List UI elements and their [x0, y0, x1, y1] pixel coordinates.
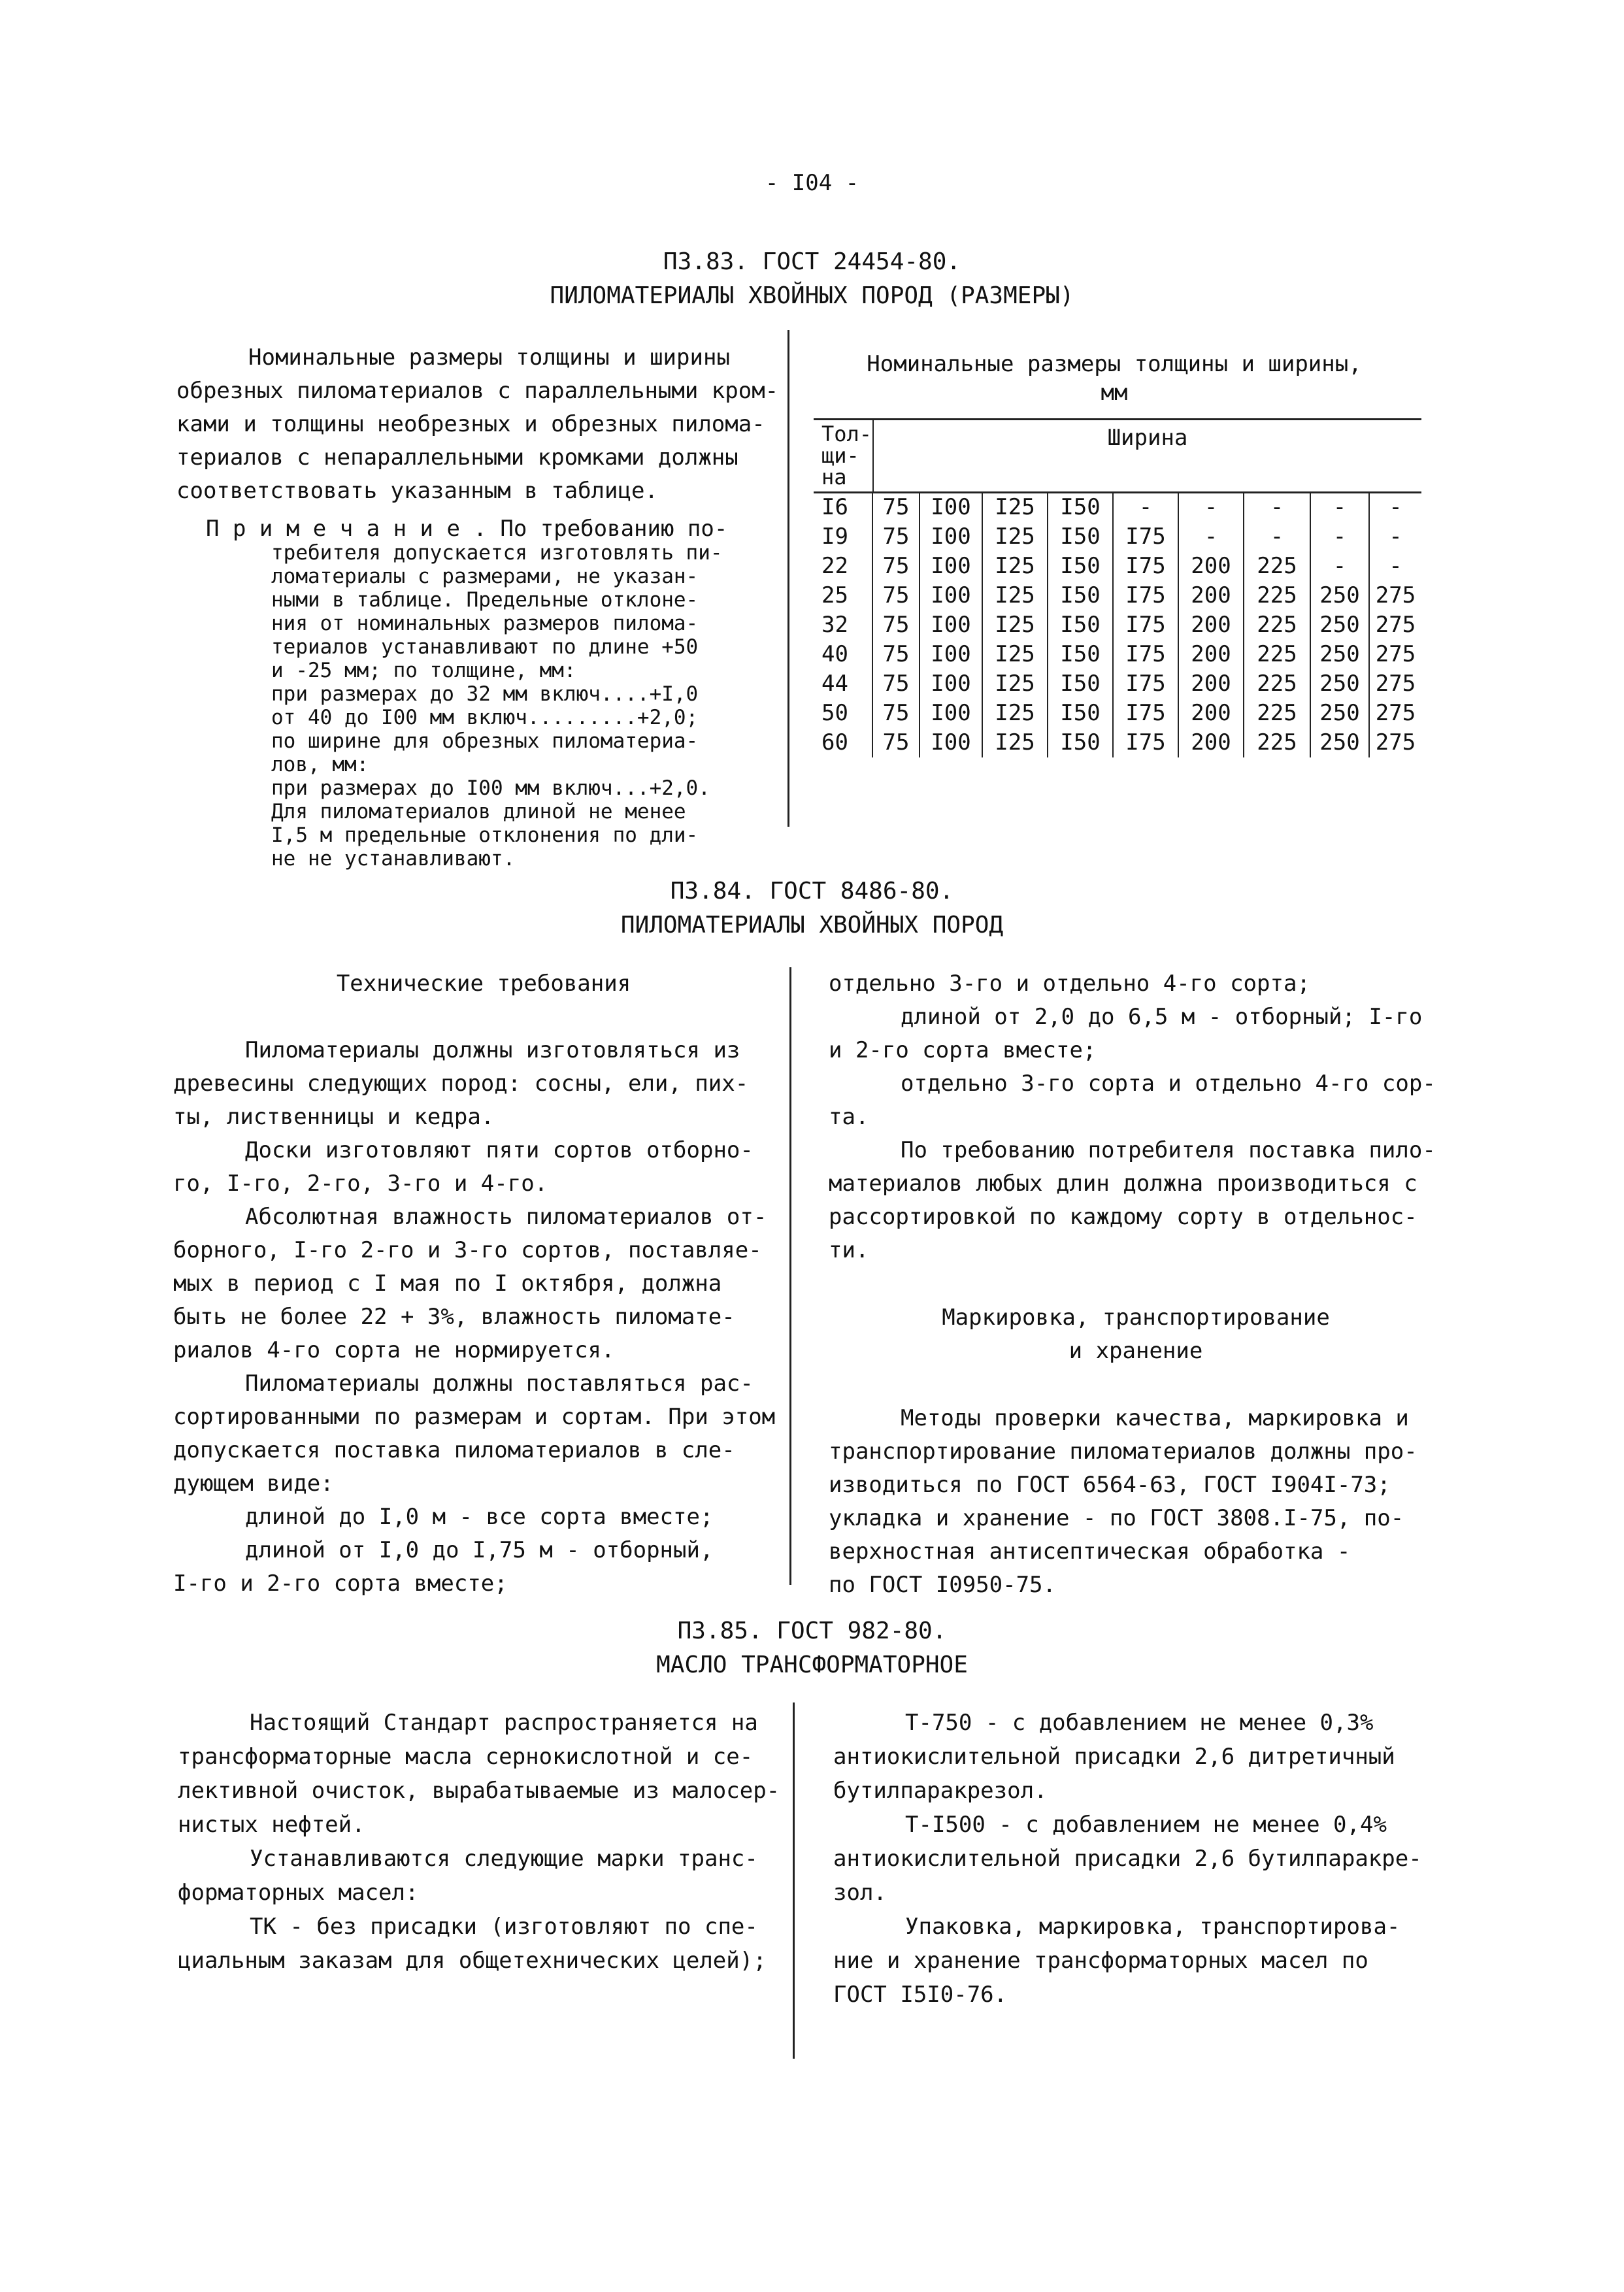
right-heading: Маркировка, транспортирование	[942, 1304, 1330, 1331]
note-line: териалов устанавливают по длине +50	[271, 635, 699, 659]
thickness-cell: 60	[821, 729, 848, 756]
note-line: по ширине для обрезных пиломатериа-	[271, 729, 699, 753]
table-row	[814, 669, 1421, 699]
width-cell: I00	[920, 699, 982, 728]
text-line: циальным заказам для общетехнических целей);	[178, 1948, 767, 1974]
left-heading: Технические требования	[336, 971, 631, 997]
width-cell: I50	[1048, 493, 1113, 522]
width-cell: I50	[1048, 669, 1113, 699]
text-line: ние и хранение трансформаторных масел по	[833, 1948, 1368, 1974]
section-85-title: П3.85. ГОСТ 982-80.	[677, 1618, 947, 1644]
width-cell: -	[1310, 493, 1369, 522]
header-part: на	[821, 465, 847, 490]
width-cell: I25	[982, 699, 1048, 728]
table-header-thickness	[814, 424, 880, 488]
left-paragraphs	[178, 1706, 795, 1978]
right-heading-line2: и хранение	[1069, 1338, 1203, 1364]
text-line: Доски изготовляют пяти сортов отборно-	[245, 1137, 754, 1163]
text-line: Упаковка, маркировка, транспортирова-	[905, 1914, 1400, 1940]
width-cell: 225	[1244, 699, 1310, 728]
text-line: длиной до I,0 м - все сорта вместе;	[245, 1504, 714, 1530]
left-paragraphs	[173, 1034, 794, 1601]
text-line: I-го и 2-го сорта вместе;	[173, 1570, 508, 1597]
width-cell: 200	[1178, 610, 1244, 640]
header-part: Тол-	[821, 422, 872, 446]
table-caption-unit: мм	[1101, 380, 1128, 406]
text-line: зол.	[833, 1880, 887, 1906]
table-row	[814, 640, 1421, 669]
width-cell: 200	[1178, 640, 1244, 669]
text-line: по ГОСТ I0950-75.	[829, 1572, 1056, 1598]
width-cell: 75	[872, 552, 920, 581]
thickness-cell: 50	[821, 700, 848, 726]
width-cell: I50	[1048, 699, 1113, 728]
width-cell: 250	[1310, 669, 1369, 699]
thickness-cell: 44	[821, 671, 848, 697]
text-line: нистых нефтей.	[178, 1812, 365, 1838]
text-line: Пиломатериалы должны изготовляться из	[245, 1037, 740, 1063]
width-cell: I00	[920, 493, 982, 522]
width-cell: 200	[1178, 581, 1244, 610]
section-85-left-column	[178, 1706, 795, 1978]
text-line: и 2-го сорта вместе;	[829, 1037, 1097, 1063]
note-line: ными в таблице. Предельные отклоне-	[271, 588, 699, 612]
width-cell: -	[1244, 522, 1310, 552]
table-row	[814, 610, 1421, 640]
text-line: та.	[829, 1104, 869, 1130]
width-cell: 250	[1310, 581, 1369, 610]
note-line: ния от номинальных размеров пилома-	[271, 612, 699, 635]
text-line: ТК - без присадки (изготовляют по спе-	[250, 1914, 758, 1940]
text-line: древесины следующих пород: сосны, ели, пих-	[173, 1071, 749, 1097]
table-header-width: Ширина	[1107, 425, 1188, 451]
text-line: риалов 4-го сорта не нормируется.	[173, 1337, 615, 1363]
section-84-right-column	[829, 967, 1443, 1602]
table-row	[814, 728, 1421, 757]
table-row	[814, 699, 1421, 728]
width-cell: 200	[1178, 728, 1244, 757]
intro-line: ками и толщины необрезных и обрезных пилома-	[176, 411, 765, 437]
thickness-cell: 32	[821, 612, 848, 638]
width-cell: 75	[872, 640, 920, 669]
section-83-note	[206, 516, 794, 871]
table-row	[814, 581, 1421, 610]
width-cell: -	[1310, 552, 1369, 581]
text-line: Устанавливаются следующие марки транс-	[250, 1846, 758, 1872]
text-line: допускается поставка пиломатериалов в сле-	[173, 1437, 735, 1463]
text-line: Методы проверки качества, маркировка и	[901, 1405, 1409, 1431]
width-cell: 75	[872, 610, 920, 640]
text-line: антиокислительной присадки 2,6 дитретичный	[833, 1744, 1395, 1770]
text-line: отдельно 3-го и отдельно 4-го сорта;	[829, 971, 1310, 997]
text-line: дующем виде:	[173, 1470, 334, 1497]
width-cell: 275	[1369, 699, 1421, 728]
width-cell: I75	[1113, 669, 1178, 699]
right-paragraphs	[833, 1706, 1448, 2012]
width-cell: 250	[1310, 640, 1369, 669]
width-cell: 275	[1369, 640, 1421, 669]
text-line: го, I-го, 2-го, 3-го и 4-го.	[173, 1171, 548, 1197]
text-line: бутилпаракрезол.	[833, 1778, 1048, 1804]
header-part: щи-	[821, 443, 859, 468]
text-line: По требованию потребителя поставка пило-	[901, 1137, 1436, 1163]
width-cell: 200	[1178, 669, 1244, 699]
width-cell: 225	[1244, 728, 1310, 757]
table-caption: Номинальные размеры толщины и ширины,	[867, 351, 1362, 377]
width-cell: -	[1113, 493, 1178, 522]
width-cell: I50	[1048, 552, 1113, 581]
width-cell: -	[1244, 493, 1310, 522]
width-cell: 275	[1369, 610, 1421, 640]
text-line: антиокислительной присадки 2,6 бутилпаракре-	[833, 1846, 1422, 1872]
column-divider	[789, 967, 791, 1585]
text-line: верхностная антисептическая обработка -	[829, 1538, 1351, 1565]
width-cell: I00	[920, 581, 982, 610]
text-line: отдельно 3-го сорта и отдельно 4-го сор-	[901, 1071, 1436, 1097]
text-line: Пиломатериалы должны поставляться рас-	[245, 1370, 754, 1397]
section-83-subtitle: ПИЛОМАТЕРИАЛЫ ХВОЙНЫХ ПОРОД (РАЗМЕРЫ)	[550, 282, 1074, 309]
width-cell: I00	[920, 669, 982, 699]
width-cell: I50	[1048, 610, 1113, 640]
text-line: рассортировкой по каждому сорту в отдельнос-	[829, 1204, 1417, 1230]
text-line: мых в период с I мая по I октября, должна	[173, 1271, 722, 1297]
note-line: от 40 до I00 мм включ.........+2,0;	[271, 706, 699, 729]
width-cell: I50	[1048, 728, 1113, 757]
width-cell: 225	[1244, 669, 1310, 699]
text-line: изводиться по ГОСТ 6564-63, ГОСТ I904I-73;	[829, 1472, 1391, 1498]
text-line: трансформаторные масла сернокислотной и се-	[178, 1744, 754, 1770]
width-cell: I50	[1048, 522, 1113, 552]
width-cell: I25	[982, 493, 1048, 522]
note-line: не не устанавливают.	[271, 847, 516, 871]
width-cell: I50	[1048, 640, 1113, 669]
table-row	[814, 493, 1421, 522]
intro-line: соответствовать указанным в таблице.	[176, 478, 658, 504]
width-cell: I00	[920, 640, 982, 669]
table-row	[814, 522, 1421, 552]
note-line: при размерах до 32 мм включ....+I,0	[271, 682, 699, 706]
width-cell: -	[1369, 522, 1421, 552]
thickness-cell: 25	[821, 582, 848, 608]
sizes-table	[814, 493, 1421, 757]
thickness-cell: I9	[821, 523, 848, 550]
note-line: и -25 мм; по толщине, мм:	[271, 659, 576, 682]
text-line: длиной от I,0 до I,75 м - отборный,	[245, 1537, 714, 1563]
width-cell: I00	[920, 610, 982, 640]
text-line: укладка и хранение - по ГОСТ 3808.I-75, по-	[829, 1505, 1404, 1531]
width-cell: I00	[920, 552, 982, 581]
note-line: требителя допускается изготовлять пи-	[271, 541, 723, 565]
note-line: I,5 м предельные отклонения по дли-	[271, 823, 699, 847]
text-line: Т-I500 - с добавлением не менее 0,4%	[905, 1812, 1387, 1838]
width-cell: 200	[1178, 699, 1244, 728]
width-cell: 250	[1310, 699, 1369, 728]
width-cell: I75	[1113, 699, 1178, 728]
column-divider	[787, 330, 789, 827]
section-83-title: П3.83. ГОСТ 24454-80.	[663, 248, 961, 275]
thickness-cell: 22	[821, 553, 848, 579]
intro-line: Номинальные размеры толщины и ширины	[248, 344, 730, 371]
section-84-title: П3.84. ГОСТ 8486-80.	[670, 878, 954, 905]
width-cell: I75	[1113, 728, 1178, 757]
table-top-rule	[814, 418, 1421, 420]
note-label: П р и м е ч а н и е .	[206, 516, 487, 542]
width-cell: I75	[1113, 552, 1178, 581]
width-cell: 225	[1244, 552, 1310, 581]
width-cell: -	[1369, 552, 1421, 581]
width-cell: 275	[1369, 669, 1421, 699]
right-paragraphs-2	[829, 1402, 1443, 1602]
note-line: ломатериалы с размерами, не указан-	[271, 565, 699, 588]
width-cell: I75	[1113, 581, 1178, 610]
note-first: По требованию по-	[500, 516, 728, 542]
text-line: сортированными по размерам и сортам. При этом	[173, 1404, 776, 1430]
text-line: быть не более 22 + 3%, влажность пиломате-	[173, 1304, 735, 1330]
width-cell: 75	[872, 493, 920, 522]
note-line: при размерах до I00 мм включ...+2,0.	[271, 776, 710, 800]
column-divider	[793, 1702, 795, 2059]
thickness-cell: 40	[821, 641, 848, 667]
width-cell: 225	[1244, 610, 1310, 640]
intro-line: обрезных пиломатериалов с параллельными кром-	[176, 378, 779, 404]
text-line: материалов любых длин должна производиться с	[829, 1171, 1417, 1197]
text-line: Абсолютная влажность пиломатериалов от-	[245, 1204, 767, 1230]
text-line: транспортирование пиломатериалов должны про-	[829, 1438, 1417, 1465]
thickness-cell: I6	[821, 494, 848, 520]
right-paragraphs	[829, 967, 1443, 1267]
text-line: ти.	[829, 1237, 869, 1263]
text-line: Настоящий Стандарт распространяется на	[250, 1710, 758, 1736]
width-cell: I25	[982, 581, 1048, 610]
width-cell: I25	[982, 610, 1048, 640]
width-cell: I00	[920, 728, 982, 757]
section-83-intro	[176, 341, 784, 508]
note-line: Для пиломатериалов длиной не менее	[271, 800, 686, 823]
page-number: - I04 -	[765, 170, 859, 196]
width-cell: I75	[1113, 522, 1178, 552]
width-cell: 225	[1244, 640, 1310, 669]
width-cell: I25	[982, 522, 1048, 552]
width-cell: I25	[982, 640, 1048, 669]
width-cell: 225	[1244, 581, 1310, 610]
text-line: лективной очисток, вырабатываемые из малосер-	[178, 1778, 780, 1804]
width-cell: I25	[982, 669, 1048, 699]
section-84-subtitle: ПИЛОМАТЕРИАЛЫ ХВОЙНЫХ ПОРОД	[620, 912, 1004, 938]
width-cell: 75	[872, 522, 920, 552]
text-line: Т-750 - с добавлением не менее 0,3%	[905, 1710, 1374, 1736]
section-84-left-column	[173, 967, 794, 1601]
text-line: длиной от 2,0 до 6,5 м - отборный; I-го	[901, 1004, 1423, 1030]
width-cell: -	[1178, 493, 1244, 522]
text-line: борного, I-го 2-го и 3-го сортов, поставляе-	[173, 1237, 762, 1263]
text-line: ты, лиственницы и кедра.	[173, 1104, 495, 1130]
table-row	[814, 552, 1421, 581]
width-cell: -	[1369, 493, 1421, 522]
width-cell: 275	[1369, 728, 1421, 757]
width-cell: -	[1310, 522, 1369, 552]
note-line: лов, мм:	[271, 753, 369, 776]
width-cell: -	[1178, 522, 1244, 552]
width-cell: I75	[1113, 610, 1178, 640]
text-line: ГОСТ I5I0-76.	[833, 1982, 1008, 2008]
width-cell: 250	[1310, 728, 1369, 757]
note-body	[206, 541, 794, 871]
width-cell: 275	[1369, 581, 1421, 610]
width-cell: I25	[982, 552, 1048, 581]
section-85-right-column	[833, 1706, 1448, 2012]
width-cell: I50	[1048, 581, 1113, 610]
width-cell: 75	[872, 669, 920, 699]
width-cell: 200	[1178, 552, 1244, 581]
width-cell: 75	[872, 581, 920, 610]
width-cell: I75	[1113, 640, 1178, 669]
intro-line: териалов с непараллельными кромками должны	[176, 444, 738, 471]
width-cell: I25	[982, 728, 1048, 757]
width-cell: I00	[920, 522, 982, 552]
text-line: форматорных масел:	[178, 1880, 419, 1906]
section-85-subtitle: МАСЛО ТРАНСФОРМАТОРНОЕ	[656, 1652, 968, 1678]
width-cell: 250	[1310, 610, 1369, 640]
width-cell: 75	[872, 699, 920, 728]
width-cell: 75	[872, 728, 920, 757]
